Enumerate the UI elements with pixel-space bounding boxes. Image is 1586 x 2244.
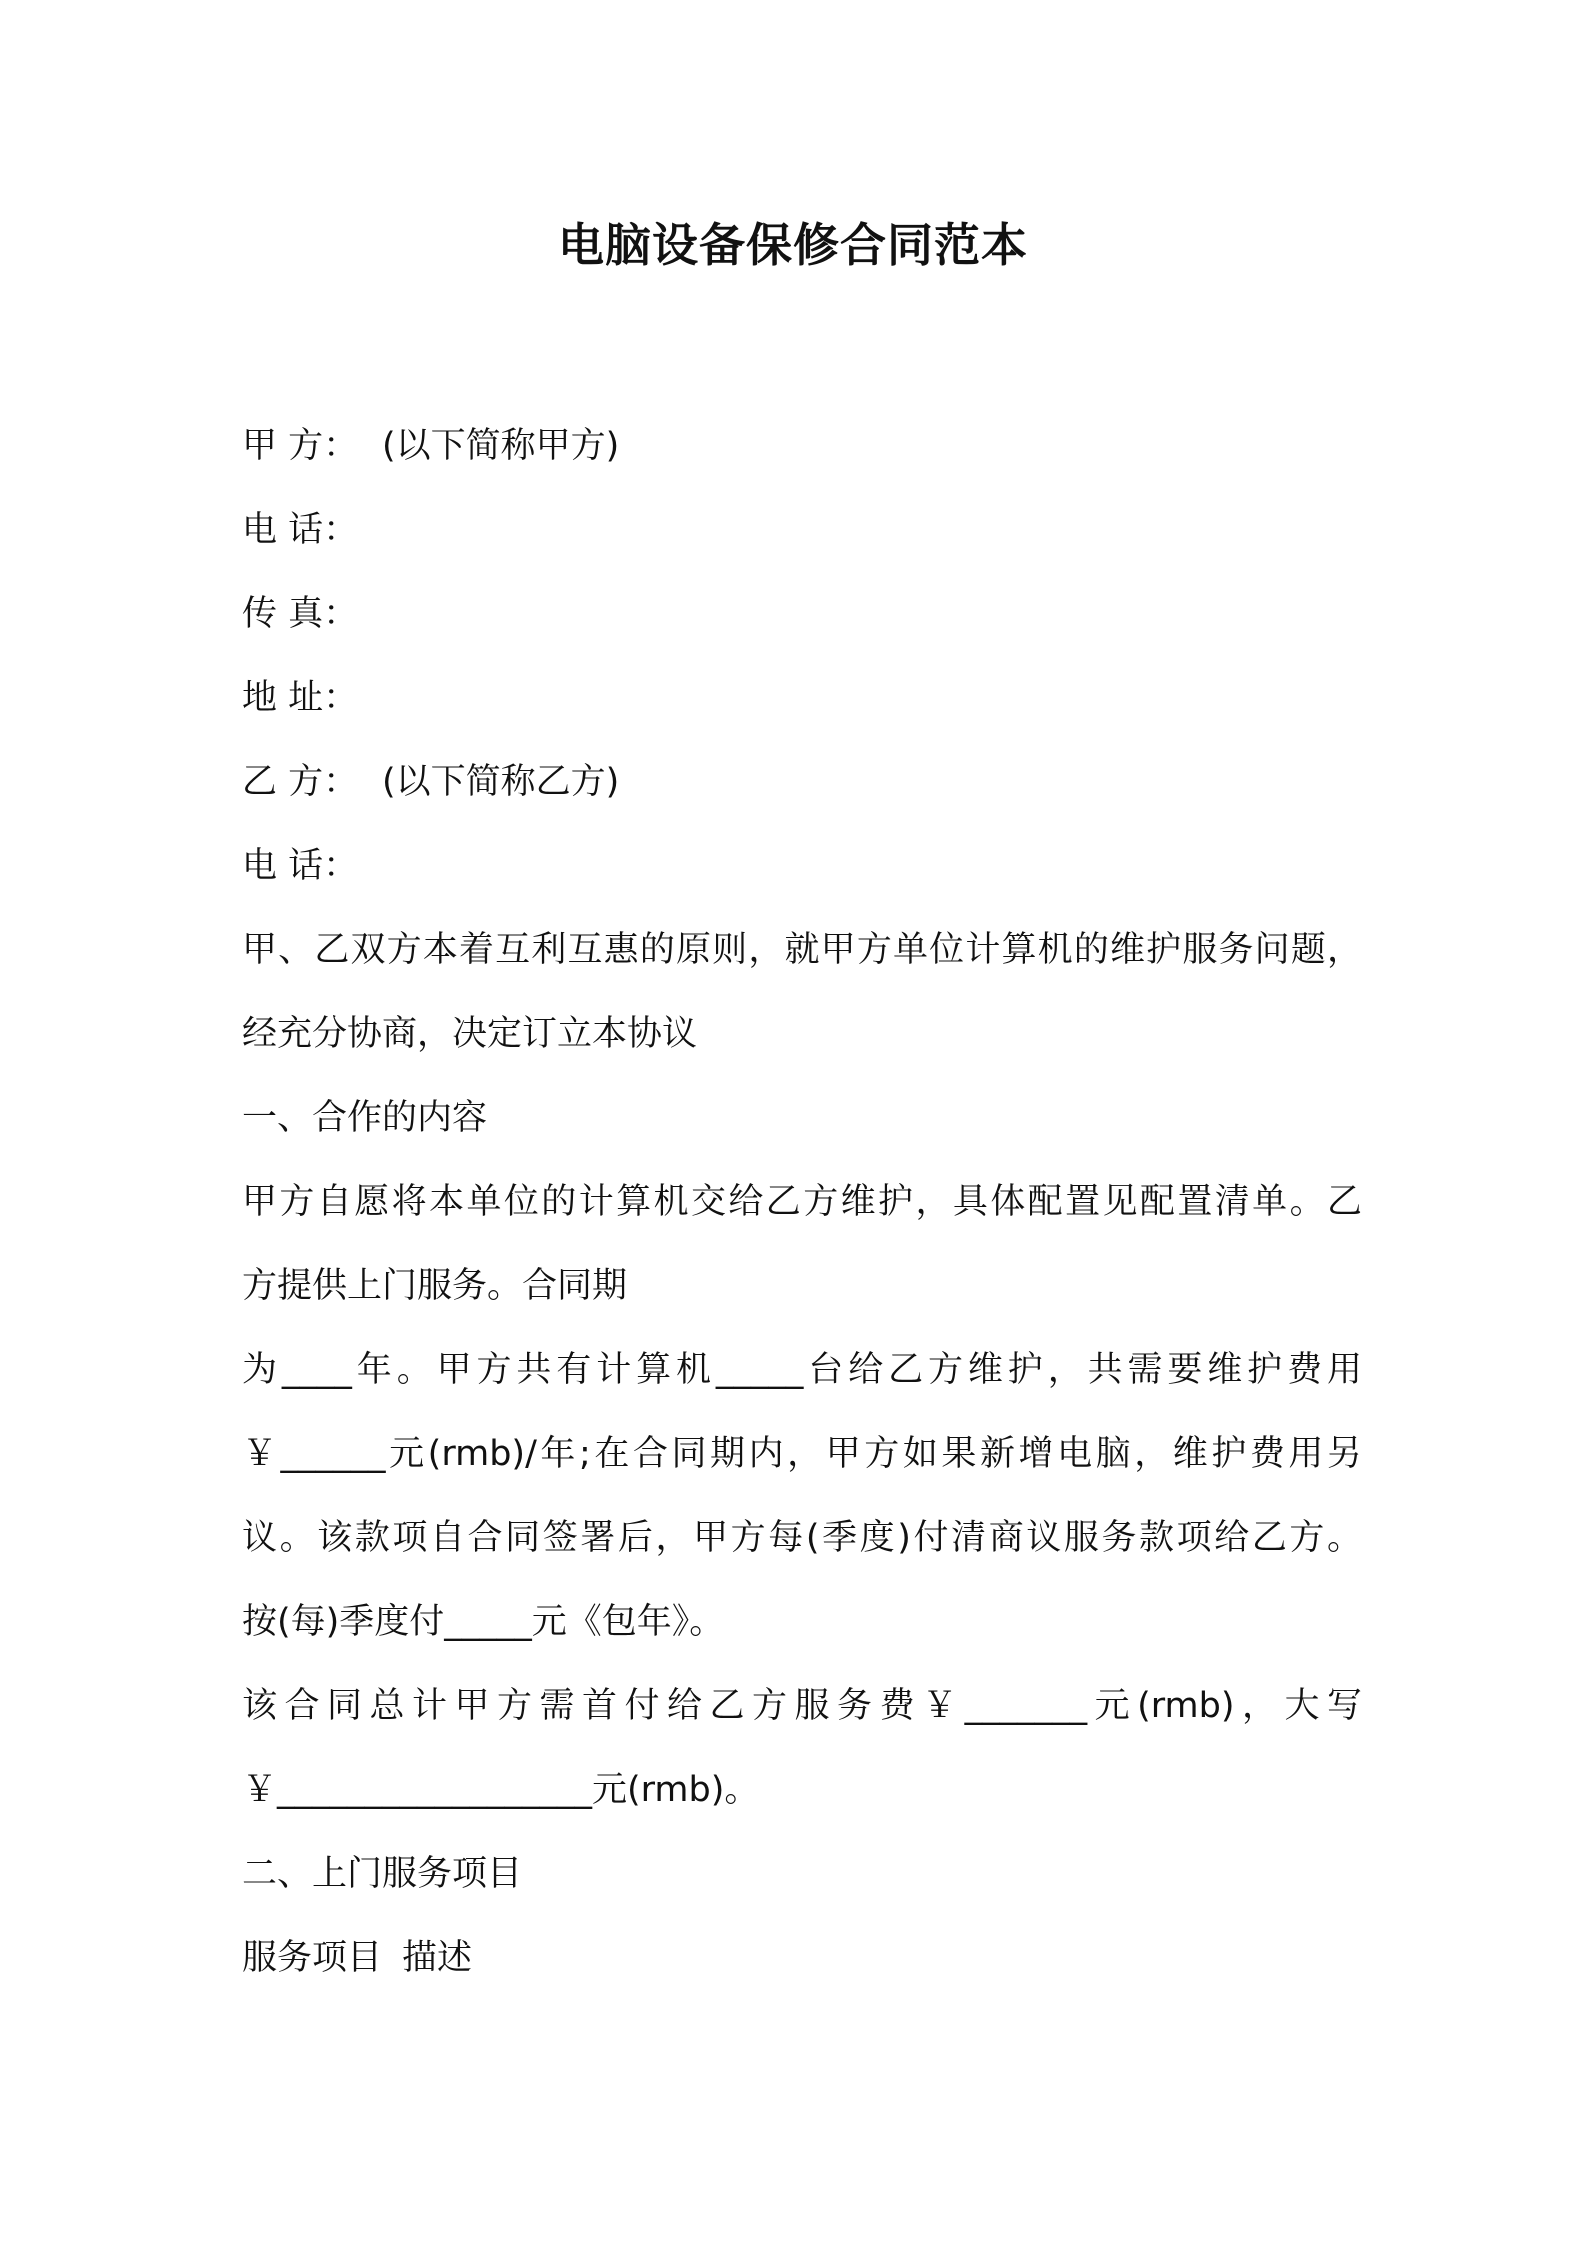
section1-line-3: 为____年。甲方共有计算机_____台给乙方维护，共需要维护费用: [242, 1350, 1362, 1390]
party-a-note: (以下简称甲方): [382, 426, 620, 466]
section1-line-8: ￥__________________元(rmb)。: [242, 1770, 760, 1810]
table-header-service-item: 服务项目: [242, 1938, 383, 1978]
party-a-address-label: 地 址：: [242, 678, 359, 718]
party-b-line: [242, 740, 1362, 824]
intro-line-1: 甲、乙双方本着互利互惠的原则，就甲方单位计算机的维护服务问题，: [242, 930, 1362, 970]
party-a-phone-line: [242, 488, 1362, 572]
party-a-address-line: [242, 656, 1362, 740]
section1-line-7: 该合同总计甲方需首付给乙方服务费￥_______元(rmb)，大写: [242, 1686, 1362, 1726]
section1-line-1: 甲方自愿将本单位的计算机交给乙方维护，具体配置见配置清单。乙: [242, 1182, 1362, 1222]
party-b-phone-label: 电 话：: [242, 846, 359, 886]
service-table-header: [242, 1916, 1362, 2000]
section1-heading: 一、合作的内容: [242, 1098, 488, 1138]
section1-line-6: 按(每)季度付_____元《包年》。: [242, 1602, 725, 1642]
party-a-label: 甲 方：: [242, 426, 359, 466]
party-b-note: (以下简称乙方): [382, 762, 620, 802]
section2-heading: 二、上门服务项目: [242, 1854, 523, 1894]
party-b-label: 乙 方：: [242, 762, 359, 802]
table-header-description: 描述: [402, 1938, 473, 1978]
intro-line-2: 经充分协商，决定订立本协议: [242, 1014, 698, 1054]
party-a-fax-line: [242, 572, 1362, 656]
contract-body: [242, 404, 1362, 2000]
page-title: 电脑设备保修合同范本: [558, 218, 1028, 272]
section1-line-2: 方提供上门服务。合同期: [242, 1266, 628, 1306]
party-a-line: [242, 404, 1362, 488]
section1-line-5: 议。该款项自合同签署后，甲方每(季度)付清商议服务款项给乙方。: [242, 1518, 1362, 1558]
section1-line-4: ￥______元(rmb)/年;在合同期内，甲方如果新增电脑，维护费用另: [242, 1434, 1362, 1474]
party-b-phone-line: [242, 824, 1362, 908]
party-a-fax-label: 传 真：: [242, 594, 359, 634]
party-a-phone-label: 电 话：: [242, 510, 359, 550]
